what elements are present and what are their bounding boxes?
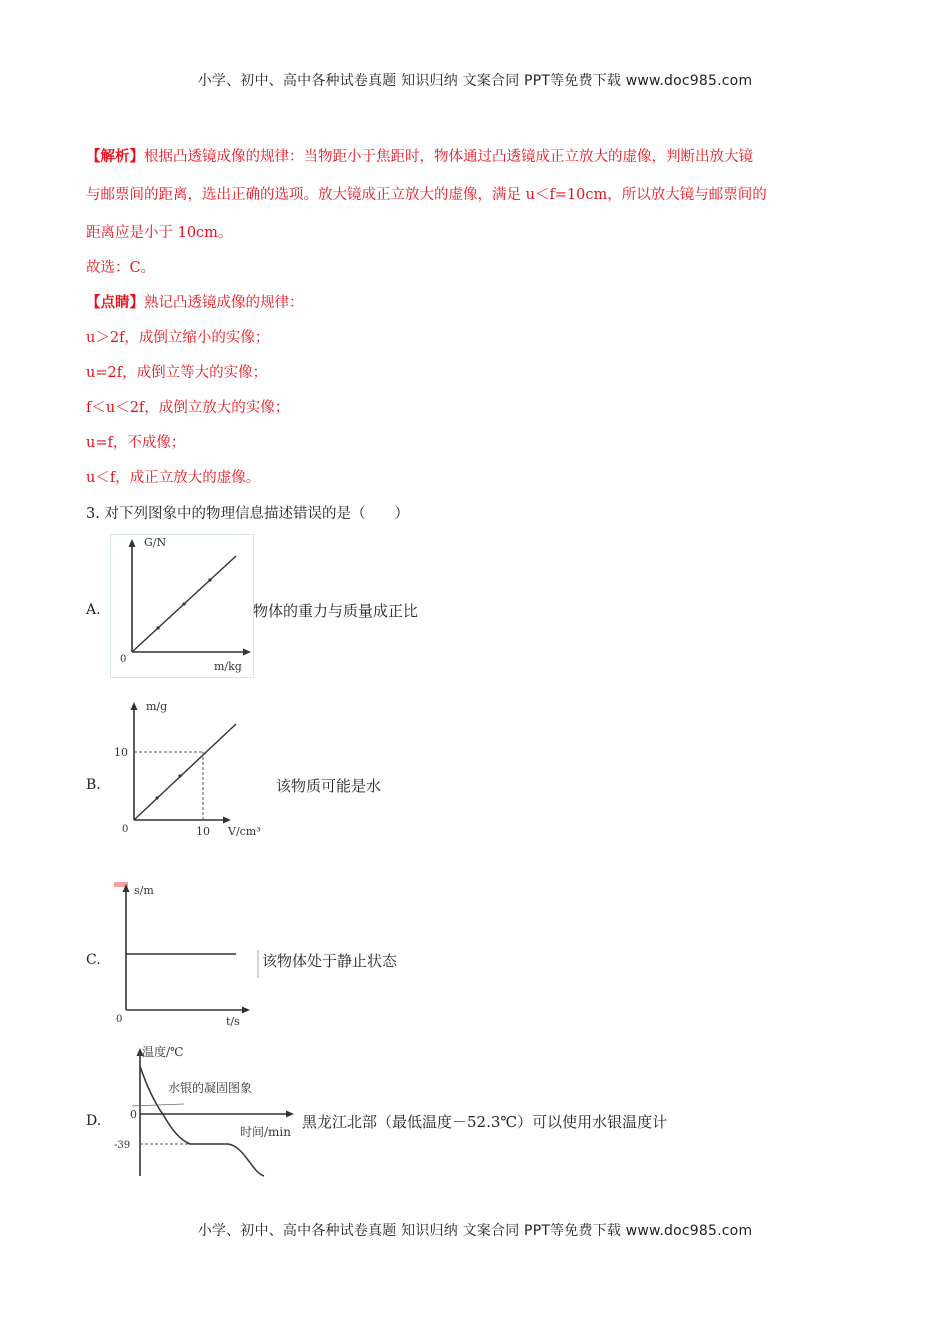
analysis-line-3: 距离应是小于 10cm。	[86, 225, 233, 241]
question-stem-line	[86, 504, 866, 524]
analysis-line-1	[86, 147, 866, 167]
page-header: 小学、初中、高中各种试卷真题 知识归纳 文案合同 PPT等免费下载 www.doc985.com	[197, 73, 753, 89]
graph-b-point	[178, 774, 181, 777]
graph-c-x-arrow	[242, 1007, 250, 1014]
graph-a-xlabel: m/kg	[214, 660, 242, 673]
rule-line-3: f＜u＜2f，成倒立放大的实像；	[86, 400, 290, 416]
option-c-label: C.	[86, 952, 101, 968]
option-a-text: 物体的重力与质量成正比	[253, 602, 419, 620]
graph-a-point	[208, 578, 211, 581]
graph-b-ylabel: m/g	[146, 700, 168, 713]
page-footer: 小学、初中、高中各种试卷真题 知识归纳 文案合同 PPT等免费下载 www.doc985.com	[197, 1223, 753, 1239]
graph-b-x-arrow	[223, 817, 231, 824]
option-a-graph	[110, 534, 254, 678]
graph-b-point	[155, 796, 158, 799]
option-d-label: D.	[86, 1113, 102, 1129]
option-d-graph	[110, 1044, 300, 1184]
question-number: 3.	[86, 506, 100, 522]
tip-line	[86, 293, 866, 313]
option-b-graph	[110, 696, 270, 840]
graph-b-y-arrow	[131, 702, 138, 710]
analysis-text-1: 根据凸透镜成像的规律：当物距小于焦距时，物体通过凸透镜成正立放大的虚像，判断出放大镜	[144, 149, 753, 165]
option-b-text: 该物质可能是水	[276, 777, 382, 795]
graph-d-ylabel: 温度/℃	[142, 1045, 184, 1059]
option-d-text: 黑龙江北部（最低温度－52.3℃）可以使用水银温度计	[302, 1113, 668, 1131]
graph-b-x-tick: 10	[196, 825, 210, 838]
graph-a-point	[182, 602, 185, 605]
rule-line-2: u=2f，成倒立等大的实像；	[86, 365, 268, 381]
graph-a-ylabel: G/N	[144, 536, 167, 549]
tip-intro: 熟记凸透镜成像的规律：	[144, 295, 304, 311]
graph-b-line	[134, 724, 236, 820]
option-c-graph	[110, 880, 260, 1030]
analysis-tag: 【解析】	[86, 148, 144, 165]
graph-a-origin: 0	[120, 654, 127, 665]
option-b-label: B.	[86, 777, 101, 793]
graph-d-zero: 0	[130, 1108, 137, 1121]
tip-tag: 【点睛】	[86, 294, 144, 311]
graph-d-caption: 水银的凝固图象	[168, 1081, 253, 1095]
graph-d-low: -39	[114, 1140, 131, 1151]
graph-a-point	[156, 626, 159, 629]
rule-line-1: u＞2f，成倒立缩小的实像；	[86, 330, 270, 346]
rule-line-5: u＜f，成正立放大的虚像。	[86, 470, 261, 486]
graph-b-y-tick: 10	[114, 746, 128, 759]
graph-d-x-arrow	[286, 1111, 294, 1118]
rule-line-4: u=f，不成像；	[86, 435, 186, 451]
graph-d-xlabel: 时间/min	[240, 1125, 291, 1139]
graph-c-xlabel: t/s	[226, 1015, 240, 1028]
option-a-label: A.	[86, 602, 101, 618]
graph-c-ylabel: s/m	[134, 884, 154, 897]
graph-b-origin: 0	[122, 824, 129, 835]
option-c-text: 该物体处于静止状态	[262, 952, 398, 970]
graph-b-xlabel: V/cm³	[228, 825, 261, 838]
graph-c-origin: 0	[116, 1014, 123, 1025]
answer-line: 故选：C。	[86, 260, 156, 276]
question-stem: 对下列图象中的物理信息描述错误的是（ ）	[104, 506, 409, 522]
analysis-line-2: 与邮票间的距离，选出正确的选项。放大镜成正立放大的虚像，满足 u＜f=10cm，所以放大镜与邮票间的	[86, 187, 767, 203]
